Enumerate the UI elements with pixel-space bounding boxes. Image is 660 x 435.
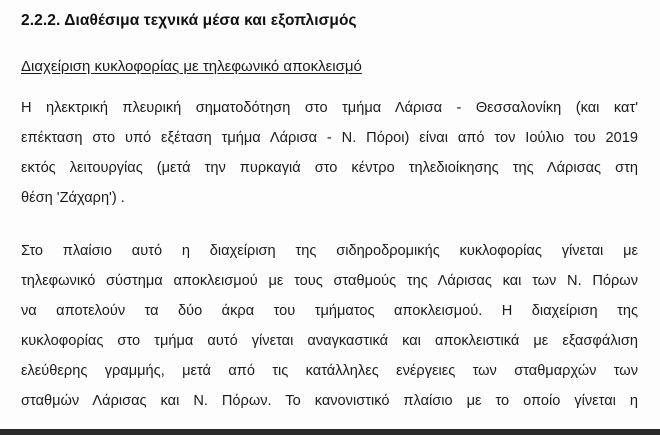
paragraph-line: Η ηλεκτρική πλευρική σηματοδότηση στο τμήμα Λάρισα - Θεσσαλονίκη (και κατ' — [21, 100, 638, 116]
paragraph-line: θέση 'Ζάχαρη') . — [21, 190, 125, 206]
paragraph-line: επέκταση στο υπό εξέταση τμήμα Λάρισα - Ν. Πόροι) είναι από τον Ιούλιο του 2019 — [21, 130, 638, 146]
subheading: Διαχείριση κυκλοφορίας με τηλεφωνικό αποκλεισμό — [21, 58, 362, 75]
paragraph-2 — [21, 236, 638, 416]
paragraph-line: κυκλοφορίας στο τμήμα αυτό γίνεται αναγκαστικά και αποκλειστικά με εξασφάλιση — [21, 333, 638, 349]
paragraph-line: σταθμών Λάρισας και Ν. Πόρων. Το κανονιστικό πλαίσιο με το οποίο γίνεται η — [21, 393, 638, 409]
paragraph-line: τηλεφωνικό σύστημα αποκλεισμού με τους σταθμούς της Λάρισας και των Ν. Πόρων — [21, 273, 638, 289]
section-heading: 2.2.2. Διαθέσιμα τεχνικά μέσα και εξοπλισμός — [21, 12, 357, 29]
paragraph-line: ελεύθερης γραμμής, μετά από τις κατάλληλες ενέργειες των σταθμαρχών των — [21, 363, 638, 379]
bottom-edge-bar — [0, 429, 660, 435]
paragraph-1 — [21, 93, 638, 213]
paragraph-line: Στο πλαίσιο αυτό η διαχείριση της σιδηροδρομικής κυκλοφορίας γίνεται με — [21, 243, 638, 259]
paragraph-line: εκτός λειτουργίας (μετά την πυρκαγιά στο κέντρο τηλεδιοίκησης της Λάρισας στη — [21, 160, 638, 176]
paragraph-line: να αποτελούν τα δύο άκρα του τμήματος αποκλεισμού. Η διαχείριση της — [21, 303, 638, 319]
